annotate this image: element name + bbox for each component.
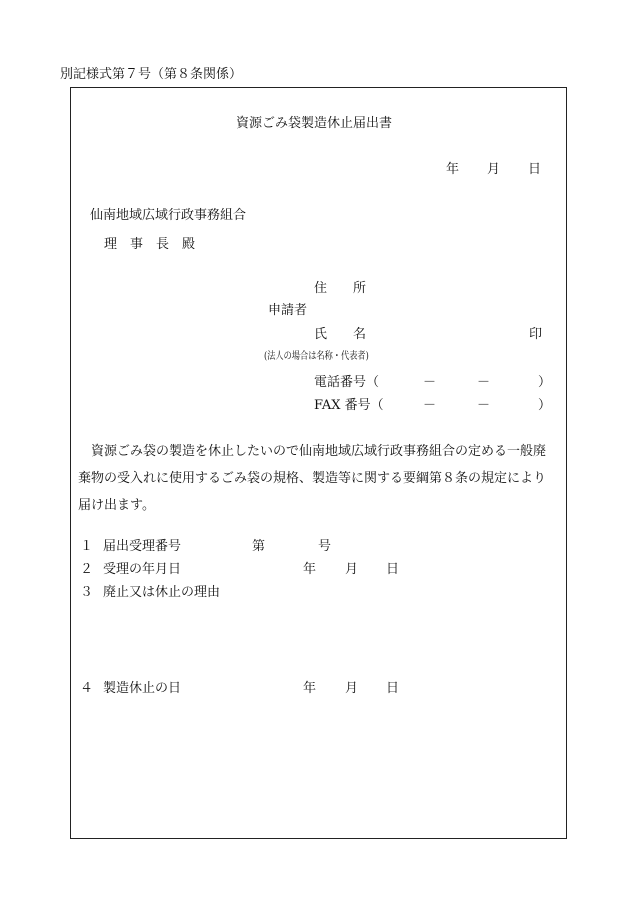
fax-dash-2: － <box>477 398 491 413</box>
fax-close: ） <box>538 398 552 413</box>
item-2-num: ２ <box>80 562 94 577</box>
form-label: 別記様式第７号（第８条関係） <box>60 67 243 82</box>
item-1-suffix: 号 <box>318 539 332 554</box>
item-1-num: １ <box>80 539 94 554</box>
item-4-month: 月 <box>345 681 359 696</box>
item-2-month: 月 <box>345 562 359 577</box>
address-label: 住 所 <box>314 281 367 296</box>
corp-note: (法人の場合は名称・代表者) <box>264 351 369 362</box>
item-4-num: ４ <box>80 681 94 696</box>
item-2-label: 受理の年月日 <box>103 562 182 577</box>
name-label: 氏 名 <box>314 327 367 342</box>
item-2-day: 日 <box>386 562 400 577</box>
item-1-label: 届出受理番号 <box>103 539 182 554</box>
recipient-org: 仙南地域広域行政事務組合 <box>90 208 247 223</box>
date-day: 日 <box>528 162 542 177</box>
item-3-label: 廃止又は休止の理由 <box>103 585 221 600</box>
tel-close: ） <box>538 375 552 390</box>
fax-dash-1: － <box>423 398 437 413</box>
item-2-year: 年 <box>303 562 317 577</box>
body-text: 資源ごみ袋の製造を休止したいので仙南地域広域行政事務組合の定める一般廃棄物の受入れに使用するごみ袋の規格、製造等に関する要綱第８条の規定により届け出ます。 <box>78 444 547 513</box>
tel-dash-1: － <box>423 375 437 390</box>
seal-mark: 印 <box>529 327 543 342</box>
item-4-label: 製造休止の日 <box>103 681 182 696</box>
date-month: 月 <box>487 162 501 177</box>
applicant-label: 申請者 <box>268 303 308 318</box>
tel-label: 電話番号（ <box>314 375 380 390</box>
recipient-head: 理 事 長 殿 <box>104 237 196 252</box>
fax-label: FAX 番号（ <box>314 398 384 413</box>
tel-dash-2: － <box>477 375 491 390</box>
item-4-year: 年 <box>303 681 317 696</box>
item-1-prefix: 第 <box>252 539 266 554</box>
item-4-day: 日 <box>386 681 400 696</box>
date-year: 年 <box>446 162 460 177</box>
item-3-num: ３ <box>80 585 94 600</box>
document-title: 資源ごみ袋製造休止届出書 <box>236 116 393 131</box>
